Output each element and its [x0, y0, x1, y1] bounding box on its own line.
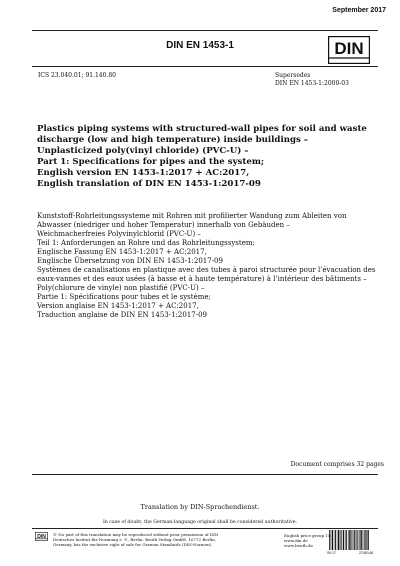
title-line: Partie 1: Spécifications pour tubes et le système; [37, 293, 211, 302]
price-group: English price group 15 [284, 533, 331, 538]
din-logo-text: DIN [334, 39, 364, 58]
barcode-numbers [327, 551, 373, 555]
barcode-number: 2748148 [359, 551, 373, 555]
title-line: English translation of DIN EN 1453-1:2017-09 [37, 179, 261, 189]
din-small-logo-text: DIN [37, 533, 46, 540]
barcode [329, 530, 369, 550]
title-line: Kunststoff-Rohrleitungssysteme mit Rohren mit profilierter Wandung zum Ableiten von [37, 212, 347, 220]
price-and-sites [284, 533, 331, 548]
title-line: Unplasticized poly(vinyl chloride) (PVC-U) – [37, 146, 249, 156]
ics-code: ICS 23.040.01; 91.140.80 [38, 72, 116, 79]
header-bottom-rule [32, 66, 378, 67]
title-line: Systèmes de canalisations en plastique avec des tubes à paroi structurée pour l’évacuation des [37, 266, 376, 274]
header-top-rule [32, 30, 378, 31]
title-line: Teil 1: Anforderungen an Rohre und das Rohrleitungssystem; [37, 239, 255, 248]
french-title [37, 266, 382, 321]
supersedes-label: Supersedes [275, 72, 311, 79]
title-line: discharge (low and high temperature) inside buildings – [37, 135, 309, 145]
english-title [37, 124, 367, 190]
title-line: Traduction anglaise de DIN EN 1453-1:2017-09 [37, 311, 207, 320]
title-line: eaux-vannes et des eaux usées (à basse et à haute température) à l’intérieur des bâtiments – [37, 275, 367, 284]
title-line: Abwasser (niedriger und hoher Temperatur) innerhalb von Gebäuden – [37, 221, 290, 230]
website-din[interactable]: www.din.de [284, 538, 308, 543]
title-line: Plastics piping systems with structured-wall pipes for soil and waste [37, 124, 367, 134]
publication-date: September 2017 [332, 7, 386, 14]
authority-note: In case of doubt, the German-language original shall be considered authoritative. [102, 520, 298, 525]
title-line: Englische Fassung EN 1453-1:2017 + AC:2017, [37, 248, 207, 257]
footer-rule [32, 528, 378, 529]
translation-note: Translation by DIN-Sprachendienst. [140, 503, 260, 511]
title-line: Version anglaise EN 1453-1:2017 + AC:2017, [37, 302, 199, 311]
title-line: Poly(chlorure de vinyle) non plastifié (PVC-U) – [37, 284, 205, 293]
german-title [37, 212, 382, 267]
barcode-date: 09.17 [327, 551, 336, 555]
supersedes-block [275, 72, 349, 88]
supersedes-value: DIN EN 1453-1:2000-03 [275, 80, 349, 87]
standard-number: DIN EN 1453-1 [166, 40, 234, 51]
page-count: Document comprises 32 pages [290, 461, 384, 468]
title-line: Weichmacherfreies Polyvinylchlorid (PVC-U) – [37, 230, 201, 239]
title-line: Part 1: Specifications for pipes and the system; [37, 157, 265, 167]
din-logo [328, 36, 370, 64]
title-line: Englische Übersetzung von DIN EN 1453-1:2017-09 [37, 257, 223, 266]
title-line: English version EN 1453-1:2017 + AC:2017, [37, 168, 250, 178]
website-beuth[interactable]: www.beuth.de [284, 543, 313, 548]
copyright-notice: © No part of this translation may be reproduced without prior permission of DIN Deutsches Institut für Normung e. V., Berlin. Beuth Verlag GmbH, 10772 Berlin, Germany, has the exclusive right of sale for German Standards (DIN-Normen). [53, 532, 219, 548]
pages-rule [32, 474, 378, 475]
din-small-logo [35, 532, 48, 541]
